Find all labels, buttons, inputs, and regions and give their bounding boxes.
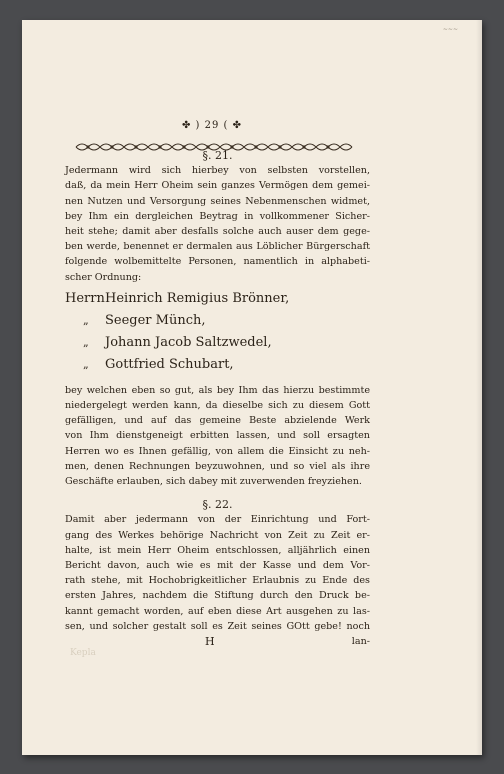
text-line: men, denen Rechnungen beyzuwohnen, und so viel als ihre	[65, 460, 370, 472]
section-21-heading: §. 21.	[202, 149, 233, 162]
person-name: Seeger Münch,	[105, 312, 206, 328]
text-line: folgende wolbemittelte Personen, namentlich in alphabeti-	[65, 256, 370, 268]
name-entry	[65, 357, 370, 379]
text-line: kannt gemacht worden, auf eben diese Art ausgehen zu las-	[65, 605, 370, 617]
name-entry	[65, 335, 370, 357]
text-line: ben werde, benennet er dermalen aus Löblicher Bürgerschaft	[65, 241, 370, 253]
text-line: Bericht davon, auch wie es mit der Kasse und dem Vor-	[65, 560, 370, 572]
page-number: ✤ ) 29 ( ✤	[182, 120, 242, 131]
text-line: gang des Werkes behörige Nachricht von Zeit zu Zeit er-	[65, 529, 370, 541]
name-prefix: Herrn	[65, 290, 105, 306]
document-page	[22, 20, 482, 755]
corner-mark: ~~~	[442, 26, 458, 33]
text-line: ersten Jahres, nachdem die Stiftung durch den Druck be-	[65, 590, 370, 602]
page-footer	[65, 634, 370, 649]
catchword: lan-	[351, 636, 370, 648]
text-line: bey welchen eben so gut, als bey Ihm das hierzu bestimmte	[65, 384, 370, 396]
section-22-paragraph	[65, 512, 370, 634]
text-line: Damit aber jedermann von der Einrichtung und Fort-	[65, 514, 370, 526]
text-line: nen Nutzen und Versorgung seines Nebenmenschen widmet,	[65, 195, 370, 207]
text-line: von Ihm dienstgeneigt erbitten lassen, und soll ersagten	[65, 430, 370, 442]
text-line: Herren wo es Ihnen gefällig, von allem die Einsicht zu neh-	[65, 445, 370, 457]
text-line: gefälligen, und auf das gemeine Beste abzielende Werk	[65, 415, 370, 427]
text-line: daß, da mein Herr Oheim sein ganzes Vermögen dem gemei-	[65, 180, 370, 192]
person-name: Johann Jacob Saltzwedel,	[105, 334, 272, 350]
section-22-heading: §. 22.	[202, 498, 233, 512]
text-line: halte, ist mein Herr Oheim entschlossen, alljährlich einen	[65, 544, 370, 556]
text-line: heit stehe; damit aber desfalls solche auch auser dem gege-	[65, 226, 370, 238]
text-line: scher Ordnung:	[65, 271, 142, 283]
text-line: rath stehe, mit Hochobrigkeitlicher Erlaubnis zu Ende des	[65, 575, 370, 587]
text-line: bey Ihm ein dergleichen Beytrag in vollkommener Sicher-	[65, 210, 370, 222]
person-name: Gottfried Schubart,	[105, 356, 234, 372]
signature-mark: H	[205, 635, 215, 649]
person-name: Heinrich Remigius Brönner,	[105, 290, 290, 306]
bleed-through-text: Kepla	[70, 648, 96, 658]
text-line: niedergelegt werden kann, da dieselbe sich zu diesem Gott	[65, 400, 370, 412]
name-entry	[65, 313, 370, 335]
text-line: sen, und solcher gestalt soll es Zeit seines GOtt gebe! noch	[65, 620, 370, 632]
names-list	[65, 291, 370, 379]
text-line: Jedermann wird sich hierbey von selbsten vorstellen,	[65, 165, 370, 177]
ditto-mark: „	[83, 357, 89, 371]
section-21-paragraph	[65, 163, 370, 285]
ditto-mark: „	[83, 313, 89, 327]
ditto-mark: „	[83, 335, 89, 349]
name-entry	[65, 291, 370, 313]
main-text	[65, 148, 370, 649]
text-line: Geschäfte erlauben, sich dabey mit zuverwenden freyziehen.	[65, 476, 362, 488]
after-names-paragraph	[65, 383, 370, 489]
